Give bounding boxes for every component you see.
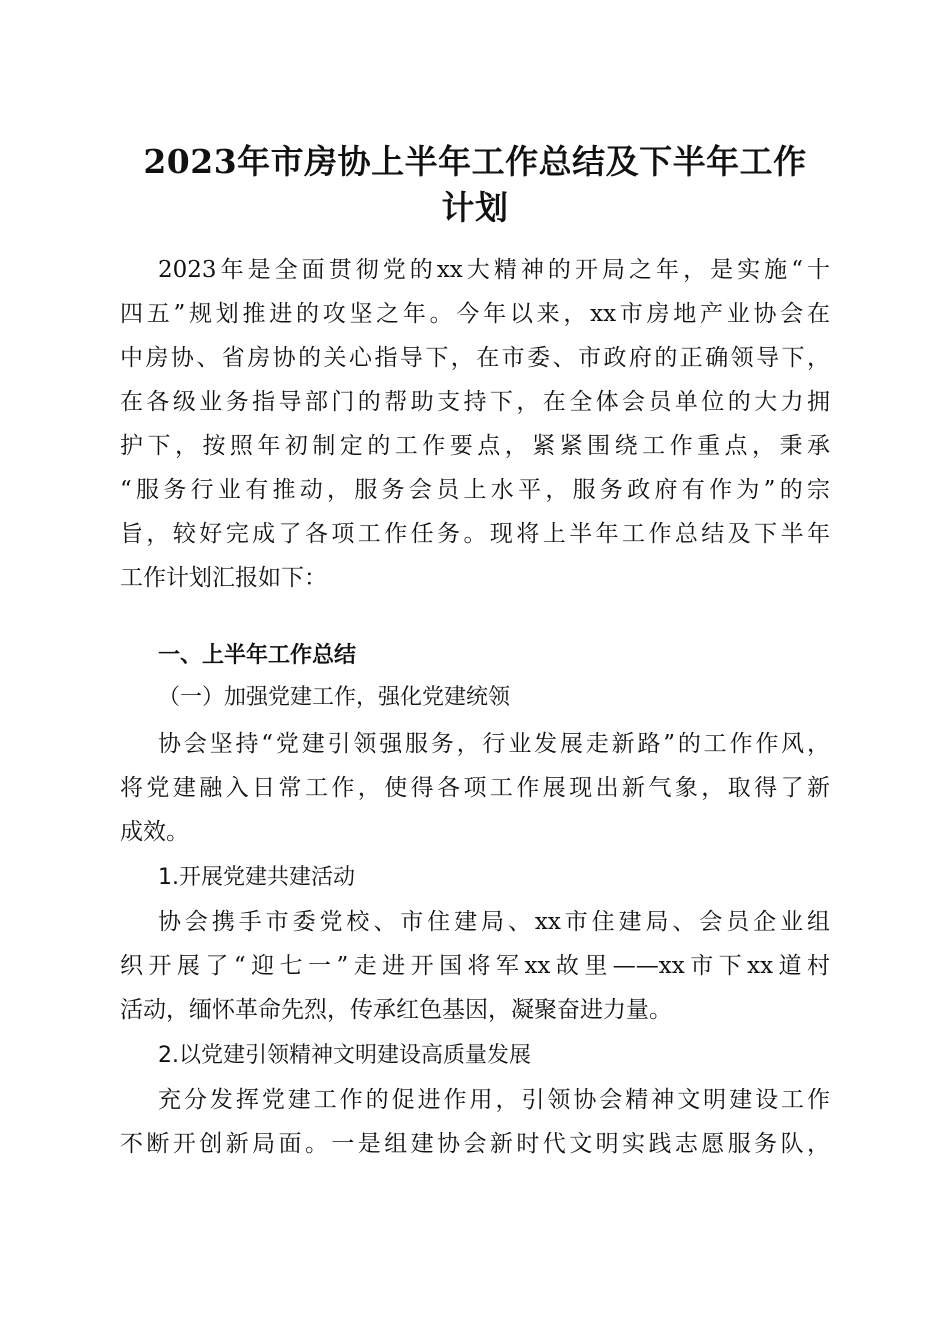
body-line: 织开展了“迎七一”走进开国将军xx故里——xx市下xx道村 (120, 953, 830, 979)
document-title-line-1: 2023年市房协上半年工作总结及下半年工作 (143, 142, 807, 181)
body-line: 成效。 (120, 819, 189, 845)
intro-line: 中房协、省房协的关心指导下，在市委、市政府的正确领导下， (120, 345, 830, 371)
intro-line: “服务行业有推动，服务会员上水平，服务政府有作为”的宗 (120, 477, 830, 503)
body-line: 将党建融入日常工作，使得各项工作展现出新气象，取得了新 (120, 775, 830, 801)
section-heading: 一、上半年工作总结 (158, 643, 357, 668)
body-line: 充分发挥党建工作的促进作用，引领协会精神文明建设工作 (158, 1087, 830, 1113)
intro-line: 护下，按照年初制定的工作要点，紧紧围绕工作重点，秉承 (120, 433, 830, 459)
intro-line: 工作计划汇报如下： (120, 565, 327, 591)
item-heading: 2.以党建引领精神文明建设高质量发展 (158, 1043, 531, 1068)
body-line: 协会坚持“党建引领强服务，行业发展走新路”的工作作风， (158, 731, 830, 757)
body-line: 活动，缅怀革命先烈，传承红色基因，凝聚奋进力量。 (120, 997, 672, 1023)
intro-line: 四五”规划推进的攻坚之年。今年以来，xx市房地产业协会在 (120, 301, 830, 327)
item-heading: 1.开展党建共建活动 (158, 865, 355, 890)
intro-line: 2023年是全面贯彻党的xx大精神的开局之年，是实施“十 (158, 257, 830, 283)
intro-line: 旨，较好完成了各项工作任务。现将上半年工作总结及下半年 (120, 521, 830, 547)
subsection-heading: （一）加强党建工作，强化党建统领 (158, 685, 511, 710)
body-line: 协会携手市委党校、市住建局、xx市住建局、会员企业组 (158, 909, 830, 935)
intro-line: 在各级业务指导部门的帮助支持下，在全体会员单位的大力拥 (120, 389, 830, 415)
body-line: 不断开创新局面。一是组建协会新时代文明实践志愿服务队， (120, 1131, 830, 1157)
document-title-line-2: 计划 (441, 188, 509, 227)
